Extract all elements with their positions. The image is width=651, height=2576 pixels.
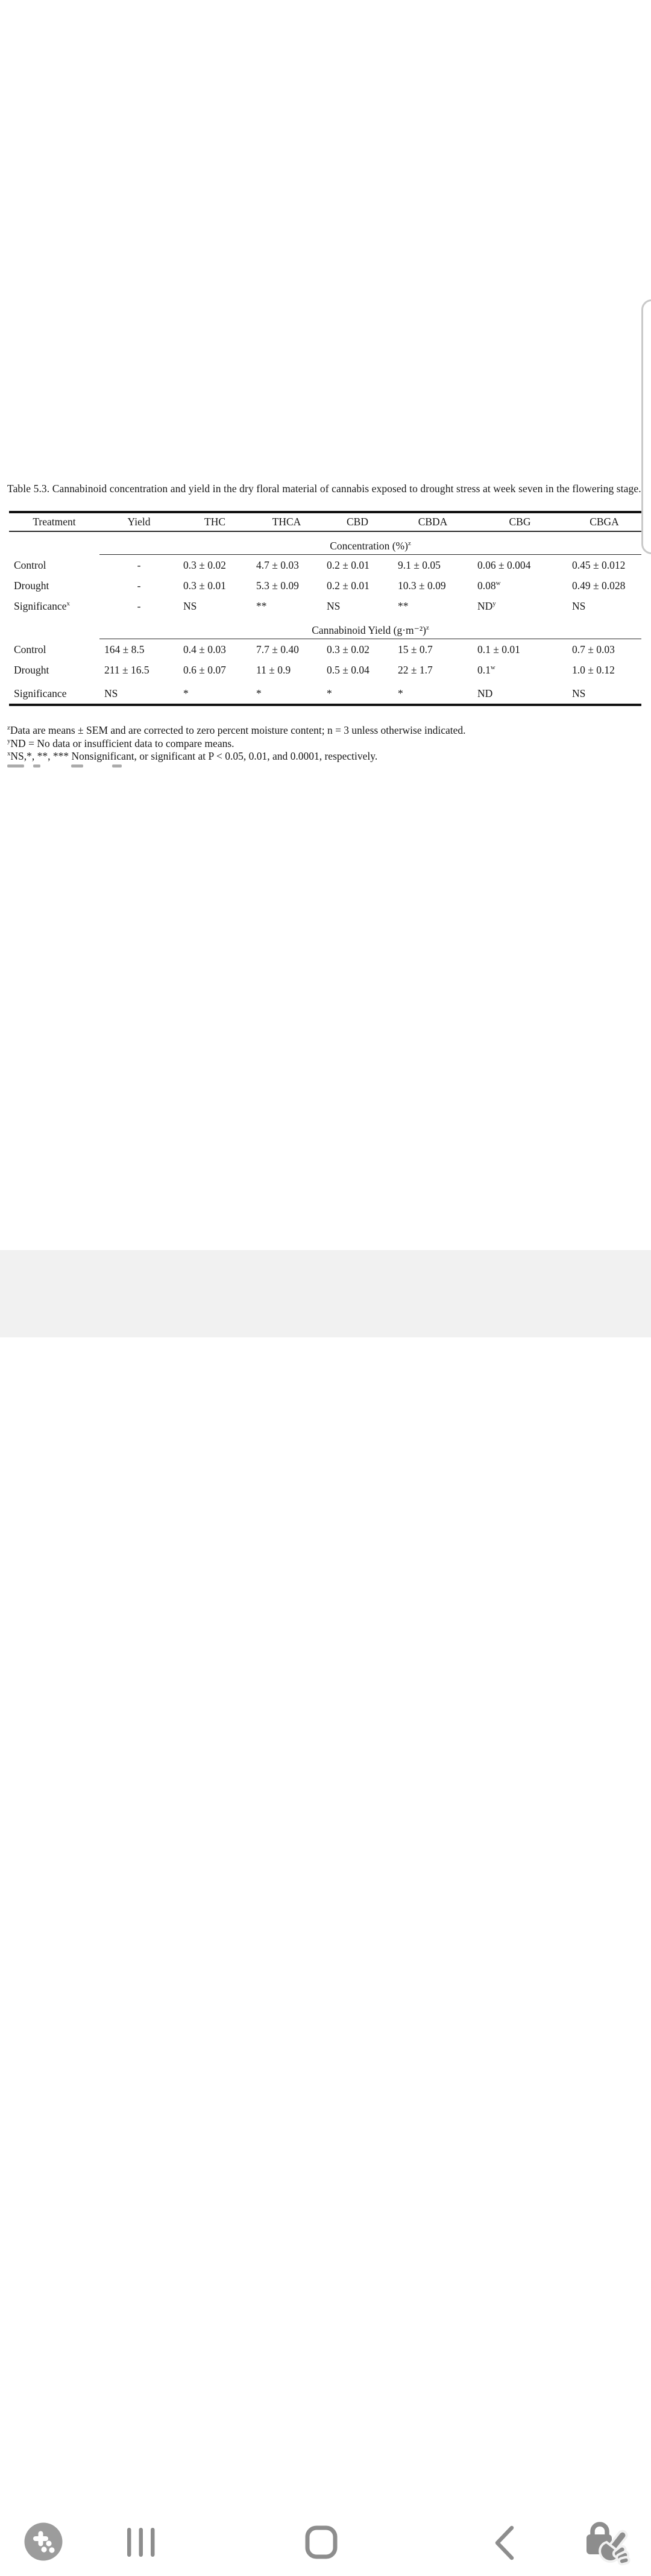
table-cell: 0.4 ± 0.03 [183,643,226,655]
table-cell: 0.1$^w$ [477,663,495,676]
table-cell: THCA [272,516,301,528]
table-cell: * [327,687,332,699]
table-cell: 22 ± 1.7 [398,663,433,676]
table-cell: 4.7 ± 0.03 [256,558,299,571]
back-chevron-icon [491,2525,518,2564]
table-section-row [9,538,641,555]
table-cell: 9.1 ± 0.05 [398,558,441,571]
table-cell: ND [477,687,493,699]
table-cell: Treatment [33,516,76,528]
table-header-row [9,513,641,532]
table-cell: 15 ± 0.7 [398,643,433,655]
table-cell: 164 ± 8.5 [104,643,145,655]
table-cell: * [398,687,403,699]
table-cell: - [137,558,141,571]
table-section-label: Concentration (%)$^z$ [99,538,641,555]
table-cell: 0.45 ± 0.012 [572,558,626,571]
home-squircle-icon [305,2525,338,2562]
table-cell: Yield [127,516,151,528]
footnote-line: $^z$Data are means ± SEM and are corrected to zero percent moisture content; n = 3 unless otherwise indicated. [7,724,466,736]
table-cell: $ND^y$ [477,599,496,612]
footnote-line: $^x$NS,*, **, *** Nonsignificant, or significant at P < 0.05, 0.01, and 0.0001, respectively. [7,750,378,762]
table-cell: CBGA [590,516,619,528]
table-cell: 0.08$^w$ [477,579,501,592]
table-cell: Control [14,643,46,655]
table-cell: CBG [509,516,531,528]
footnote-line: $^y$ND = No data or insufficient data to compare means. [7,737,234,749]
table-cell: NS [327,599,341,612]
table-cell: 7.7 ± 0.40 [256,643,299,655]
table-cell: 10.3 ± 0.09 [398,579,446,592]
table-cell: * [183,687,189,699]
table-cell: 0.2 ± 0.01 [327,558,370,571]
table-cell: 0.2 ± 0.01 [327,579,370,592]
table-row [9,660,641,680]
table-cell: Significance$^x$ [14,599,70,612]
table-cell: NS [104,687,118,699]
table-cell: 0.49 ± 0.028 [572,579,626,592]
table-cell: * [256,687,262,699]
table-cell: 1.0 ± 0.12 [572,663,615,676]
table-cell: 0.6 ± 0.07 [183,663,226,676]
touch-lock-button[interactable] [582,2519,634,2574]
table-cell: CBD [347,516,368,528]
home-button[interactable] [305,2527,338,2560]
table-cell: 0.3 ± 0.01 [183,579,226,592]
table-cell: 0.7 ± 0.03 [572,643,615,655]
table-row [9,596,641,616]
recents-button[interactable] [125,2527,157,2560]
table-row [9,575,641,596]
table-cell: 0.5 ± 0.04 [327,663,370,676]
table-cell: - [137,579,141,592]
table-footnotes [7,724,637,763]
game-tools-button[interactable] [23,2522,64,2563]
table-cell: Drought [14,663,49,676]
table-cell: 5.3 ± 0.09 [256,579,299,592]
table-cell: ** [256,599,267,612]
table-section-label: Cannabinoid Yield $(g\cdot m^{-2})^z$ [99,622,641,639]
table-row [9,639,641,660]
table-cell: 0.3 ± 0.02 [183,558,226,571]
table-section-row [9,622,641,639]
edge-panel-handle[interactable] [641,299,651,554]
recents-bars-icon [126,2527,156,2561]
table-cell: Significance [14,687,67,699]
table-cell: 0.1 ± 0.01 [477,643,520,655]
table-cell: NS [572,599,586,612]
table-cell: CBDA [418,516,448,528]
table-bottom-rule [9,704,641,706]
data-table [9,511,641,706]
back-button[interactable] [491,2526,518,2562]
table-cell: Drought [14,579,49,592]
table-cell: NS [572,687,586,699]
table-row [9,555,641,575]
lock-hand-icon [582,2518,634,2576]
table-cell: ** [398,599,409,612]
table-row [9,683,641,704]
table-cell: 211 ± 16.5 [104,663,149,676]
table-cell: 0.3 ± 0.02 [327,643,370,655]
table-cell: - [137,599,141,612]
table-cell: 11 ± 0.9 [256,663,291,676]
table-caption: Table 5.3. Cannabinoid concentration and yield in the dry floral material of cannabis exposed to drought stress at week seven in the flowering stage. [7,483,641,495]
table-cell: 0.06 ± 0.004 [477,558,531,571]
navigation-bar [0,1250,651,1337]
table-cell: Control [14,558,46,571]
table-cell: NS [183,599,197,612]
game-controller-icon [24,2522,63,2565]
table-cell: THC [204,516,225,528]
